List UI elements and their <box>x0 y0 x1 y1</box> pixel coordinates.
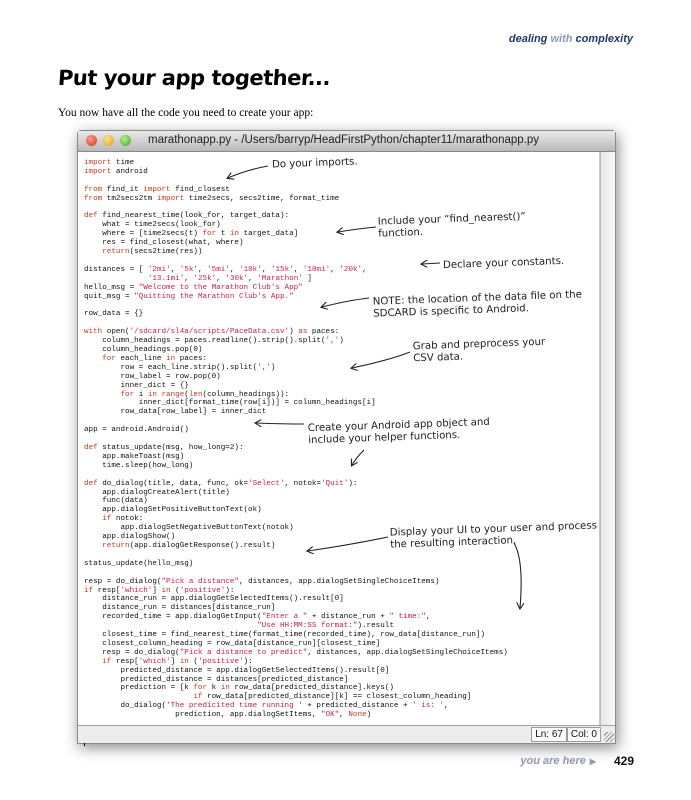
code-line: import time <box>84 159 135 167</box>
running-header <box>509 33 633 45</box>
annotation-find-nearest-text: Include your “find_nearest()” function. <box>377 211 526 240</box>
code-line: prediction = [k for k in row_data[predicted_distance].keys() <box>84 684 394 693</box>
code-line: return(secs2time(res)) <box>102 248 203 257</box>
code-line: predicted_distance = distances[predicted_distance] <box>84 675 349 684</box>
code-line: distance_run = app.dialogGetSelectedItems().result[0] <box>84 595 344 604</box>
code-line: if resp['which'] in ('positive'): <box>102 657 253 666</box>
code-line: return(app.dialogGetResponse().result) <box>102 541 276 550</box>
code-line: row_data = {} <box>84 310 144 319</box>
window-titlebar[interactable] <box>78 131 615 152</box>
code-line: closest_column_heading = row_data[distance_run][closest_time] <box>84 639 381 648</box>
code-line: status_update(hello_msg) <box>84 559 194 568</box>
code-line: hello_msg = "Welcome to the Marathon Club's App" <box>84 283 303 292</box>
you-are-here-text: you are here <box>520 755 586 767</box>
zoom-window-icon[interactable] <box>120 135 131 146</box>
page-number: 429 <box>614 754 635 768</box>
code-line: app.dialogSetPositiveButtonText(ok) <box>84 506 262 515</box>
code-line: import android <box>84 167 148 176</box>
code-line: if notok: <box>102 515 144 524</box>
annotation-display-ui-text: Display your UI to your user and process the resulting interaction. <box>389 520 598 551</box>
triangle-right-icon: ▶ <box>589 757 596 766</box>
code-line: recorded_time = app.dialogGetInput("Enter a " + distance_run + " time:", <box>84 613 431 622</box>
status-bar <box>78 725 615 743</box>
code-line: func(data) <box>84 497 148 506</box>
code-line: app.dialogShow() <box>84 533 176 542</box>
code-line: resp = do_dialog("Pick a distance to predict", distances, app.dialogSetSingleChoiceItems) <box>84 648 508 657</box>
code-line: for i in range(len(column_headings)): <box>120 390 290 399</box>
code-line: app = android.Android() <box>84 426 189 435</box>
code-line: '13.1mi', '25k', '30k', 'Marathon' ] <box>147 274 312 283</box>
code-line: prediction, app.dialogSetItems, "OK", None) <box>84 711 372 720</box>
code-line: do_dialog('The predicited time running ' + predicted_distance + ' is: ', <box>84 702 449 711</box>
code-editor[interactable] <box>80 152 600 725</box>
code-line: def status_update(msg, how_long=2): <box>84 444 244 452</box>
annotation-csv-data-text: Grab and preprocess your CSV data. <box>412 336 546 365</box>
code-line: app.makeToast(msg) <box>84 452 185 461</box>
code-text[interactable] <box>84 156 508 748</box>
vertical-scrollbar[interactable] <box>600 152 615 725</box>
header-word-3: complexity <box>575 33 633 45</box>
header-word-1: dealing <box>508 33 548 45</box>
code-line: def do_dialog(title, data, func, ok='Select', notok='Quit'): <box>84 479 358 488</box>
code-line: inner_dict = {} <box>84 381 189 390</box>
code-line: for each_line in paces: <box>102 354 208 363</box>
line-indicator: Ln: 67 <box>531 727 567 742</box>
intro-text: You now have all the code you need to create your app: <box>58 107 314 119</box>
code-line: column_headings = paces.readline().strip().split(',') <box>84 337 344 346</box>
annotation-constants: Declare your constants. <box>442 255 565 272</box>
code-line: "Use HH:MM:SS format:").result <box>257 622 394 631</box>
annotation-data-file-text: NOTE: the location of the data file on the SDCARD is specific to Android. <box>372 289 583 320</box>
code-line: with open('/sdcard/sl4a/scripts/PaceData.csv') as paces: <box>84 328 340 337</box>
column-indicator: Col: 0 <box>567 727 601 742</box>
code-line: quit_msg = "Quitting the Marathon Club's App." <box>84 292 294 301</box>
annotation-app-object-text: Create your Android app object and include your helper functions. <box>307 416 490 447</box>
annotation-imports: Do your imports. <box>271 156 358 171</box>
code-line: from tm2secs2tm import time2secs, secs2time, format_time <box>84 194 340 203</box>
code-line: if resp['which'] in ('positive'): <box>84 586 235 595</box>
code-line: column_headings.pop(0) <box>84 346 203 355</box>
code-line: where = [time2secs(t) for t in target_data] <box>84 230 299 239</box>
code-line: what = time2secs(look_for) <box>84 221 221 230</box>
code-line: inner_dict[format_time(row[i])] = column_headings[i] <box>84 399 376 408</box>
code-line: distances = [ '2mi', '5k', '5mi', '10k', '15k', '10mi', '20k', <box>84 265 367 274</box>
header-word-2: with <box>550 33 573 45</box>
code-line: row_label = row.pop(0) <box>84 372 221 381</box>
editor-window <box>77 130 616 744</box>
code-line: app.dialogSetNegativeButtonText(notok) <box>84 524 294 533</box>
window-title: marathonapp.py - /Users/barryp/HeadFirstPython/chapter11/marathonapp.py <box>148 134 539 146</box>
resize-grip-icon[interactable] <box>604 732 614 742</box>
minimize-window-icon[interactable] <box>103 135 114 146</box>
code-line: if row_data[predicted_distance][k] == closest_column_heading] <box>193 693 472 702</box>
code-line: time.sleep(how_long) <box>84 461 194 470</box>
code-line: predicted_distance = app.dialogGetSelectedItems().result[0] <box>84 666 390 675</box>
code-line: closest_time = find_nearest_time(format_time(recorded_time), row_data[distance_run]) <box>84 631 486 640</box>
code-line: resp = do_dialog("Pick a distance", distances, app.dialogSetSingleChoiceItems) <box>84 577 440 586</box>
code-line: row_data[row_label] = inner_dict <box>84 408 267 417</box>
code-line: def find_nearest_time(look_for, target_data): <box>84 212 290 221</box>
code-line: distance_run = distances[distance_run] <box>84 604 276 613</box>
you-are-here-footer <box>520 755 596 767</box>
code-line: row = each_line.strip().split(',') <box>84 363 276 372</box>
page-title: Put your app together... <box>57 66 332 90</box>
code-line: res = find_closest(what, where) <box>84 239 244 248</box>
close-window-icon[interactable] <box>86 135 97 146</box>
code-line: app.dialogCreateAlert(title) <box>84 488 230 497</box>
code-line: from find_it import find_closest <box>84 185 230 194</box>
